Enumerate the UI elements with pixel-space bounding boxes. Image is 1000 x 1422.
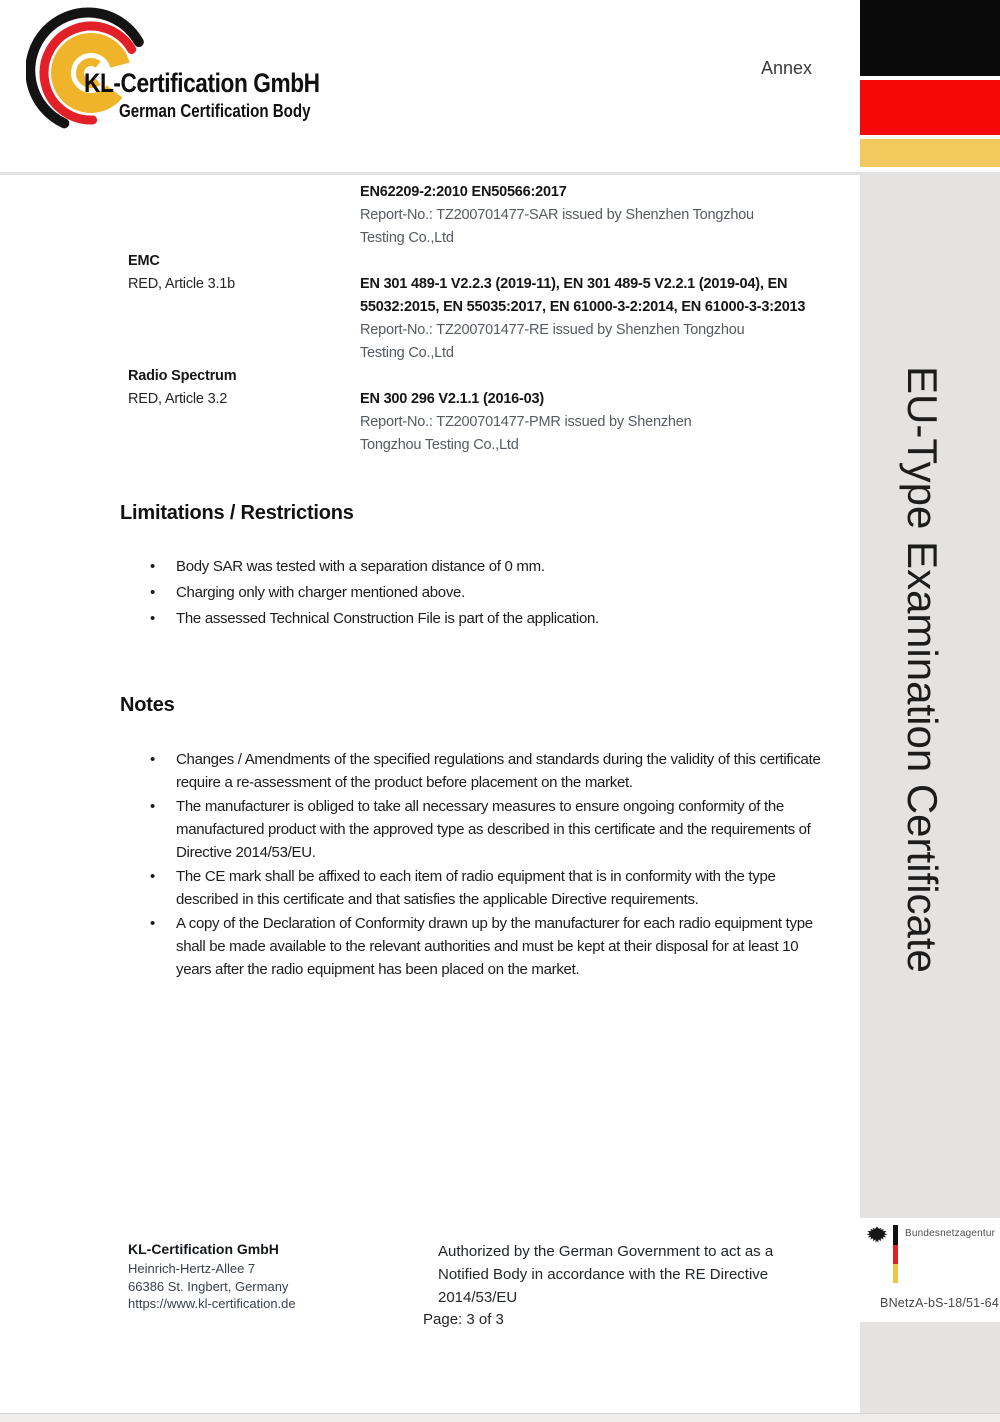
- report-number: [360, 204, 830, 250]
- standards-table: [128, 181, 862, 457]
- footer-company-address: [128, 1260, 296, 1313]
- sidebar-gray-panel-lower: [860, 1322, 1000, 1413]
- bnetza-flag-red: [893, 1245, 898, 1264]
- list-item-text: A copy of the Declaration of Conformity drawn up by the manufacturer for each radio equipment type shall be made available to the relevant authorities and must be kept at their disposal for at least 10 years after the radio equipment has been placed on the market.: [176, 915, 813, 978]
- logo-title: KL-Certification GmbH: [84, 68, 320, 98]
- standard-group-label: Radio Spectrum: [128, 368, 237, 384]
- scan-edge-line: [0, 172, 860, 175]
- limitations-list: [120, 554, 826, 632]
- limitations-heading: Limitations / Restrictions: [120, 502, 354, 524]
- table-row: [128, 388, 862, 457]
- annex-label: Annex: [761, 58, 813, 78]
- bullet-icon: [150, 554, 176, 580]
- federal-eagle-icon: [866, 1225, 888, 1245]
- report-line: Report-No.: TZ200701477-SAR issued by Shenzhen Tongzhou: [360, 207, 754, 223]
- address-line: 66386 St. Ingbert, Germany: [128, 1278, 289, 1294]
- list-item: [150, 606, 826, 632]
- list-item-text: The manufacturer is obliged to take all necessary measures to ensure ongoing conformity of the manufactured product with the approved type as described in this certificate and the requirements of Directive 2014/53/EU.: [176, 798, 811, 861]
- page-indicator: Page: 3 of 3: [423, 1311, 504, 1328]
- list-item: [150, 795, 826, 864]
- notes-section: [120, 694, 826, 982]
- flag-stripe-red: [860, 80, 1000, 135]
- bundesnetzagentur-box: [860, 1218, 1000, 1322]
- bullet-icon: [150, 865, 176, 911]
- table-row: [128, 181, 862, 250]
- report-line: Tongzhou Testing Co.,Ltd: [360, 437, 519, 453]
- bnetza-flag-black: [893, 1225, 898, 1245]
- authorization-line: Authorized by the German Government to act as a: [438, 1243, 774, 1260]
- list-item-text: Changes / Amendments of the specified regulations and standards during the validity of this certificate require a re-assessment of the product before placement on the market.: [176, 751, 821, 791]
- standard-numbers: EN62209-2:2010 EN50566:2017: [360, 184, 567, 200]
- report-line: Report-No.: TZ200701477-PMR issued by Shenzhen: [360, 414, 692, 430]
- list-item-text: Charging only with charger mentioned above.: [176, 584, 465, 601]
- standard-article-label: RED, Article 3.2: [128, 391, 228, 407]
- standard-value-cell: [360, 273, 830, 365]
- certificate-vertical-title: EU-Type Examination Certificate: [899, 366, 946, 973]
- address-line: Heinrich-Hertz-Allee 7: [128, 1261, 256, 1276]
- footer-authorization-text: [438, 1240, 773, 1309]
- list-item: [150, 554, 826, 580]
- bullet-icon: [150, 912, 176, 981]
- list-item: [150, 580, 826, 606]
- list-item: [150, 865, 826, 911]
- bnetza-flag-bar: [893, 1225, 898, 1283]
- standard-value-cell: [360, 388, 830, 457]
- standard-numbers: EN 300 296 V2.1.1 (2016-03): [360, 391, 545, 407]
- report-line: Report-No.: TZ200701477-RE issued by Shenzhen Tongzhou: [360, 322, 745, 338]
- notes-heading: Notes: [120, 694, 175, 716]
- list-item-text: The assessed Technical Construction File is part of the application.: [176, 610, 599, 627]
- standard-numbers: EN 301 489-1 V2.2.3 (2019-11), EN 301 489-5 V2.2.1 (2019-04), EN 55032:2015, EN 55035:2017, EN 61000-3-2:2014, EN 61000-3-3:2013: [360, 276, 806, 315]
- bullet-icon: [150, 580, 176, 606]
- standard-article-label: [128, 181, 360, 250]
- bullet-icon: [150, 795, 176, 864]
- report-number: [360, 411, 830, 457]
- report-number: [360, 319, 830, 365]
- list-item-text: Body SAR was tested with a separation distance of 0 mm.: [176, 558, 545, 575]
- page-bottom-edge: [0, 1413, 1000, 1422]
- list-item: [150, 748, 826, 794]
- standard-value-cell: [360, 181, 830, 250]
- right-sidebar: [860, 0, 1000, 1422]
- report-line: Testing Co.,Ltd: [360, 230, 454, 246]
- authorization-line: Notified Body in accordance with the RE Directive: [438, 1266, 769, 1283]
- table-row: [128, 273, 862, 365]
- flag-stripe-black: [860, 0, 1000, 76]
- list-item-text: The CE mark shall be affixed to each item of radio equipment that is in conformity with the type described in this certificate and that satisfies the applicable Directive requirements.: [176, 868, 776, 908]
- list-item: [150, 912, 826, 981]
- company-website: https://www.kl-certification.de: [128, 1296, 296, 1311]
- agency-code: BNetzA-bS-18/51-64: [880, 1296, 999, 1310]
- standard-article-label: RED, Article 3.1b: [128, 276, 236, 292]
- bullet-icon: [150, 606, 176, 632]
- bnetza-flag-gold: [893, 1264, 898, 1283]
- footer-company-name: KL-Certification GmbH: [128, 1241, 279, 1257]
- standard-group-label: EMC: [128, 253, 160, 269]
- limitations-section: [120, 502, 826, 632]
- notes-list: [120, 748, 826, 981]
- flag-stripe-gold: [860, 139, 1000, 167]
- report-line: Testing Co.,Ltd: [360, 345, 454, 361]
- authorization-line: 2014/53/EU: [438, 1289, 518, 1306]
- bullet-icon: [150, 748, 176, 794]
- agency-name: Bundesnetzagentur: [905, 1228, 996, 1239]
- logo-subtitle: German Certification Body: [119, 101, 311, 121]
